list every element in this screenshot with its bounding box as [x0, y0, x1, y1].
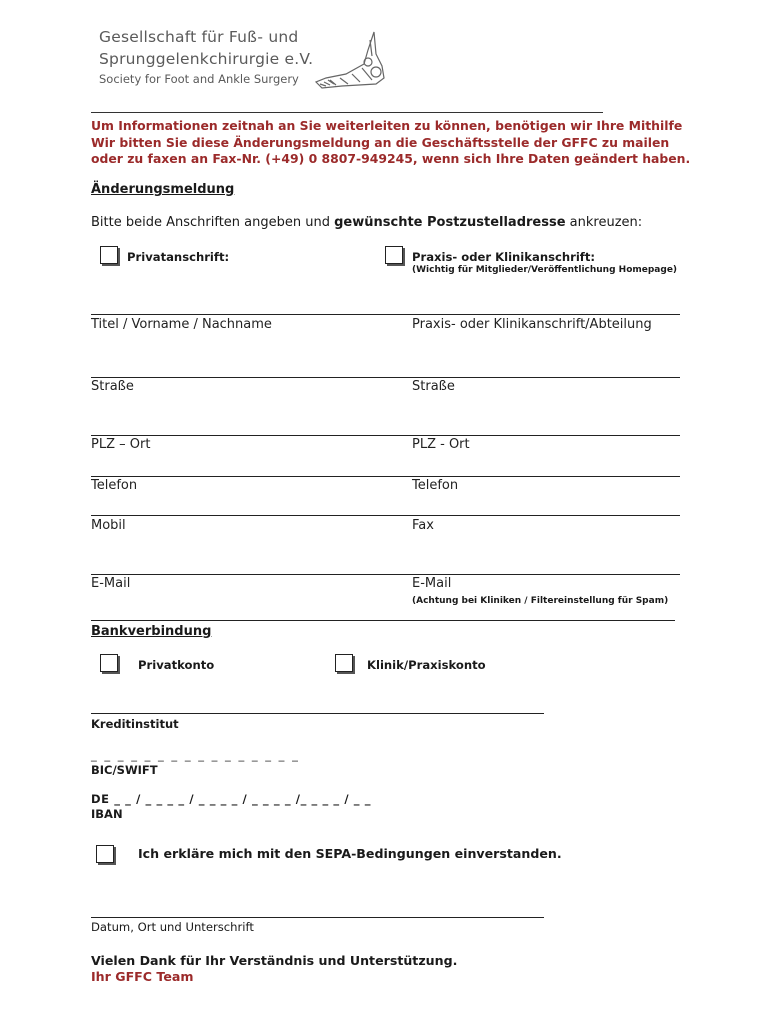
- clinic-account-label: Klinik/Praxiskonto: [367, 658, 486, 672]
- practice-email-label: E-Mail: [412, 576, 452, 591]
- practice-address-checkbox[interactable]: [385, 246, 403, 264]
- clinic-account-checkbox[interactable]: [335, 654, 353, 672]
- instruction-bold: gewünschte Postzustelladresse: [334, 215, 566, 230]
- practice-zip-city-label: PLZ - Ort: [412, 437, 470, 452]
- bank-title: Bankverbindung: [91, 624, 212, 639]
- mobile-label: Mobil: [91, 518, 126, 533]
- intro-text: [91, 118, 711, 168]
- fax-label: Fax: [412, 518, 434, 533]
- bank-section-rule: [91, 620, 675, 621]
- foot-skeleton-icon: [312, 30, 394, 92]
- logo-line-3: Society for Foot and Ankle Surgery: [99, 72, 299, 86]
- iban-input[interactable]: DE _ _ / _ _ _ _ / _ _ _ _ / _ _ _ _ /_ _ _ _ / _ _: [91, 792, 372, 806]
- practice-department-field-label: Praxis- oder Klinikanschrift/Abteilung: [412, 317, 652, 332]
- field-line: [91, 435, 680, 436]
- intro-line-2: Wir bitten Sie diese Änderungsmeldung an die Geschäftsstelle der GFFC zu mailen: [91, 134, 670, 150]
- intro-line-3: oder zu faxen an Fax-Nr. (+49) 0 8807-949245, wenn sich Ihre Daten geändert haben.: [91, 151, 691, 166]
- instruction-pre: Bitte beide Anschriften angeben und: [91, 215, 335, 230]
- bic-input[interactable]: _ _ _ _ _ _ _ _ _ _ _ _ _ _ _ _: [91, 748, 300, 762]
- private-account-checkbox[interactable]: [100, 654, 118, 672]
- iban-label: IBAN: [91, 807, 123, 821]
- field-line: [91, 377, 680, 378]
- private-zip-city-label: PLZ – Ort: [91, 437, 151, 452]
- header-rule: [91, 112, 603, 113]
- field-line: [91, 515, 680, 516]
- signature-label: Datum, Ort und Unterschrift: [91, 920, 254, 934]
- field-line: [91, 476, 680, 477]
- private-address-checkbox[interactable]: [100, 246, 118, 264]
- logo-line-2: Sprunggelenkchirurgie e.V.: [99, 50, 314, 68]
- practice-phone-label: Telefon: [412, 478, 459, 493]
- email-spam-note: (Achtung bei Kliniken / Filtereinstellung für Spam): [412, 596, 669, 606]
- field-line: [91, 314, 680, 315]
- private-street-label: Straße: [91, 379, 134, 394]
- practice-address-note: (Wichtig für Mitglieder/Veröffentlichung Homepage): [412, 265, 678, 275]
- private-account-label: Privatkonto: [138, 658, 215, 672]
- thanks-text: Vielen Dank für Ihr Verständnis und Unterstützung.: [91, 953, 458, 968]
- field-line: [91, 574, 680, 575]
- practice-street-label: Straße: [412, 379, 455, 394]
- private-address-label: Privatanschrift:: [127, 250, 230, 264]
- sepa-consent-label: Ich erkläre mich mit den SEPA-Bedingungen einverstanden.: [138, 846, 562, 861]
- bic-label: BIC/SWIFT: [91, 763, 158, 777]
- signature-line: [91, 917, 544, 918]
- sepa-consent-checkbox[interactable]: [96, 845, 114, 863]
- private-email-label: E-Mail: [91, 576, 131, 591]
- change-notice-title: Änderungsmeldung: [91, 182, 235, 197]
- private-phone-label: Telefon: [91, 478, 138, 493]
- intro-line-1: Um Informationen zeitnah an Sie weiterleiten zu können, benötigen wir Ihre Mithilfe: [91, 118, 683, 133]
- logo-line-1: Gesellschaft für Fuß- und: [99, 28, 299, 46]
- bank-institute-line: [91, 713, 544, 714]
- instruction-post: ankreuzen:: [565, 215, 643, 230]
- address-instruction: [91, 215, 642, 230]
- name-field-label: Titel / Vorname / Nachname: [91, 317, 272, 332]
- bank-institute-label: Kreditinstitut: [91, 717, 179, 731]
- practice-address-label: Praxis- oder Klinikanschrift:: [412, 250, 596, 264]
- team-signature: Ihr GFFC Team: [91, 969, 194, 984]
